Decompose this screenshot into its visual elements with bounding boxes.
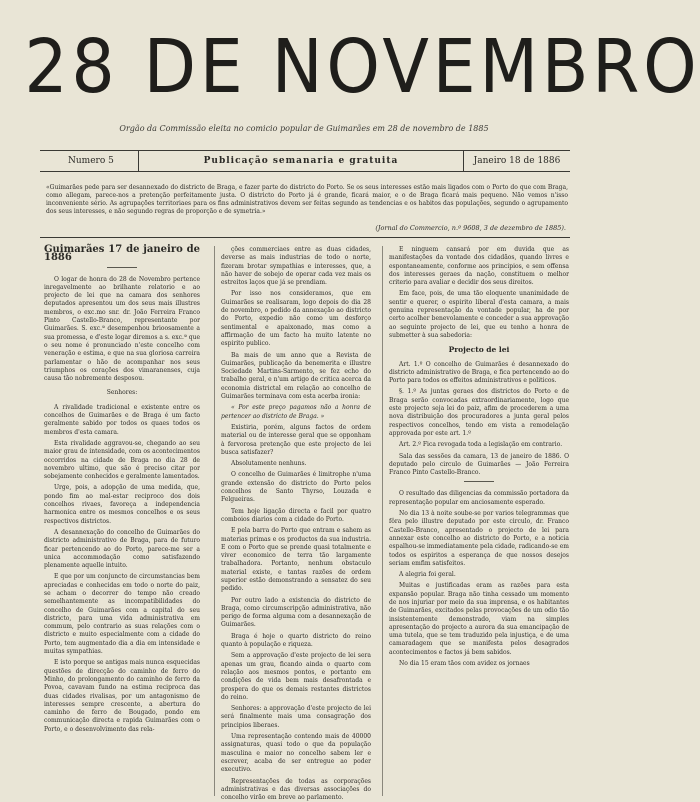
column-2 <box>214 246 371 802</box>
quoted-line: « Por este preço pagamos não a honra de pertencer ao districto de Braga. » <box>221 404 371 420</box>
info-bar <box>40 150 570 172</box>
paragraph: O concelho de Guimarães é limitrophe n'uma grande extensão do districto do Porto pelos concelhos de Santo Thyrso, Louzada e Felgueiras. <box>221 471 371 504</box>
paragraph: Esta rivalidade aggravou-se, chegando ao seu maior grau de intensidade, com os acontecimentos occorridos na cidade de Braga no dia 28 de novembro ultimo, que são é preciso citar por sobejamente conhecidos e geralmente lamentados. <box>44 439 200 481</box>
paragraph: No dia 13 à noite soube-se por varios telegrammas que fôra pelo illustre deputado por este circulo, dr. Franco Castello-Branco, apresentado o projecto de lei para annexar este concelho ao districto do Porto, e a noticia espalhou-se immediatamente pela cidade, radicando-se em todos os espiritos a esperança de que nossos desejos seriam emfim satisfeitos. <box>389 510 569 567</box>
paragraph: Representações de todas as corporações administrativas e das diversas associações do concelho virão em breve ao parlamento. <box>221 777 371 802</box>
paragraph: E pela barra do Porto que entram e sahem as materias primas e os productos da sua industria. E com o Porto que se prende quasi totalmente e viver economico de terra tão largamente trabalhadora. Portanto, nenhum obstaculo material existe, e tantas razões de ordem superior estão demonstrando a sensatez do seu pedido. <box>221 527 371 593</box>
paragraph: Tem hoje ligação directa e facil por quatro comboios diarios com a cidade do Porto. <box>221 507 371 523</box>
paragraph: Por isso nos consideramos, que em Guimarães se realisaram, logo depois do dia 28 de novembro, o pedido da annexação ao districto do Porto, expedio não como um desforço sentimental e apaixonado, mas como a affirmação de um facto ha muito latente no espirito publico. <box>221 290 371 348</box>
paragraph: Existiria, porém, alguns factos de ordem material ou de interesse geral que se opponham à fervorosa pretenção que este projecto de lei busca satisfazer? <box>221 423 371 456</box>
paragraph: A rivalidade tradicional e existente entre os concelhos de Guimarães e de Braga é um facto geralmente sabido por todos os quaes todos os membros d'esta camara. <box>44 403 200 436</box>
paragraph: Senhores: a approvação d'este projecto de lei será finalmente mais uma consagração dos principios liberaes. <box>221 705 371 729</box>
article-headline <box>44 246 200 263</box>
divider <box>464 481 494 482</box>
paragraph: O logar de honra do 28 de Novembro pertence inregavelmente ao brilhante relatorio e ao projecto de lei que na camara dos senhores deputados apresentou um dos seus mais illustres membros, o exc.mo snr. dr. João Ferreira Franco Pinto Castello-Branco, representante por Guimarães. S. exc.ª desempenhou brioosamente a sua promessa, e d'este logar diremos a s. exc.ª que o seu nome é pronunciado n'este concelho com veneração e estima, e que na sua gloriosa carreira parlamentar o hão de acompanhar nos seus triumphos os corações dos vimaranenses, cuja causa tão nobremente desposou. <box>44 275 200 383</box>
paragraph: No dia 15 eram tãos com avidez os jornaes <box>399 660 530 668</box>
paragraph: E que por um conjuncto de circumstancias bem apreciadas e conhecidas em todo o norte do paiz, se acham o decorrer do tempo não creado semelhantemente as incompatibilidades do concelho de Guimarães com a capital do seu districto, para uma vida administrativa em commum, pelo contrario as suas relações com o districto e muito especialmente com a cidade do Porto, tem augmentado dia a dia em intensidade e muitas sympathias. <box>44 573 200 656</box>
subtitle: Orgão da Commissão eleita no comicio popular de Guimarães em 28 de novembro de 1885 <box>119 124 489 133</box>
column-3 <box>382 246 569 796</box>
paragraph: A desannexação do concelho de Guimarães do districto administrativo de Braga, para de futuro ficar pertencendo ao do Porto, parece-me ser a unica accommodação como satisfazendo plenamente aquelle intuito. <box>44 528 200 570</box>
issue-number: Numero 5 <box>40 151 139 171</box>
paragraph: E isto porque se antigas mais nunca esquecidas questões de direcção do caminho de ferro do Minho, do prolongamento do caminho de ferro da Povoa, cavavam fundo na estima reciproca das duas cidades rivalisas, por um antagonismo de interesses sempre crescente, a abertura do caminho de ferro de Bougado, pondo em communicação directa e rapida Guimarães com o Porto, e o desenvolvimento das rela- <box>44 659 200 733</box>
section-heading: Projecto de lei <box>448 345 510 355</box>
paragraph: Uma representação contendo mais de 40000 assignaturas, quasi todo o que da população masculina e maior no concelho sabem ler e escrever, acaba de ser entregue ao poder executivo. <box>221 733 371 774</box>
divider <box>107 267 137 268</box>
paragraph: Sem a approvação d'este projecto de lei sera apenas um grau, ficando ainda o quarto com relação aos mesmos pontos, e portanto em condições de vida bem mais desafrontada e prospera do que os demais restantes districtos do reino. <box>221 652 371 701</box>
paragraph: Art. 1.º O concelho de Guimarães é desannexado do districto administrativo de Braga, e fica pertencendo ao do Porto para todos os effeitos administrativos e politicos. <box>389 360 569 385</box>
paragraph: O resultado das diligencias da commissão portadora da representação popular em anciosamente esperado. <box>389 490 569 506</box>
headline-date: 17 de janeiro de 1886 <box>44 244 200 264</box>
paragraph: Por outro lado a existencia do districto de Braga, como circumscripção administrativa, não perigo de forma alguma com a desannexação de Guimarães. <box>221 596 371 629</box>
paragraph: Art. 2.º Fica revogada toda a legislação em contrario. <box>399 441 563 449</box>
paragraph: ções commerciaes entre as duas cidades, deverse as mais industrias de todo o norte, fizeram brotar sympathias e interesses, que, a não haver de sobejo de operar cada vez mais os estreitos laços que já se prendiam. <box>221 246 371 287</box>
salutation: Senhores: <box>106 389 138 397</box>
epigraph-quote: «Guimarães pede para ser desannexado do districto de Braga, e fazer parte do districto do Porto. Se os seus interesses estão mais ligados com o Porto do que com Braga, como allegam, parece-nos a pretenção perfeitamente justa. O districto do Porto já é grande, ficará maior, e o de Braga ficará mais pequeno. Não vemos n'isso inconveniente sério. As agrupações territoriaes para os fins administrativos devem ser feitas segundo as tendencias e os habitos das populações, segundo o agrupamento dos seus interesses, e não segundo regras de proporção e de symetria.» <box>46 184 568 215</box>
divider <box>40 237 570 238</box>
paragraph: §. 1.º As juntas geraes dos districtos do Porto e de Braga serão convocadas extraordinariamente, logo que este projecto seja lei do paiz, afim de procederem a uma nova distribuição dos procuradores a junta geral pelos respectivos concelhos, tendo em vista a remodelação approvada por este art. 1.º <box>389 388 569 437</box>
paragraph: Sala das sessões da camara, 13 de janeiro de 1886. O deputado pelo circulo de Guimarães — João Ferreira Franco Pinto Castello-Branco. <box>389 452 569 477</box>
paragraph: Ba mais de um anno que a Revista de Guimarães, publicação da benemerita e illustre Sociedade Martins-Sarmento, se fez echo do trabalho geral, e n'um artigo de critica acerca da economia districtal em relação ao concelho de Guimarães terminava com esta acerba ironia: <box>221 351 371 401</box>
paragraph: Urge, pois, a adopção de uma medida, que, pondo fim ao mal-estar reciproco dos dois concelhos rivaes, favoreça a independencia harmonica entre os mesmos concelhos e os seus respectivos districtos. <box>44 484 200 525</box>
paragraph: Muitas e justificadas eram as razões para esta expansão popular. Braga não tinha cessado um momento de nos injuriar por meio da sua imprensa, e os habitantes de Guimarães, excitados pelas provocações de um odio tão insistentemente demonstrado, viam na simples apresentação do projecto a aurora da sua emancipação de uma tutela, que se tem traduzido pela injustiça, e de uma camaradagem que se manifesta pelos desagrados acontecimentos e factos já bem sabidos. <box>389 582 569 656</box>
headline-place: Guimarães <box>44 244 105 255</box>
masthead-title: 28 DE NOVEMBRO <box>24 24 700 110</box>
issue-date: Janeiro 18 de 1886 <box>463 151 570 171</box>
column-1 <box>44 246 200 796</box>
publication-type: Publicação semanaria e gratuita <box>203 156 399 166</box>
paragraph: Braga é hoje o quarto districto do reino quanto à população e riqueza. <box>221 632 371 649</box>
paragraph: Em face, pois, de uma tão eloquente unanimidade de sentir e querer, o espirito liberal d'esta camara, a mais genuina representação da vontade popular, ha de por certo acolher benevolamente e conceder a sua approvação ao seguinte projecto de lei, que eu tenho a honra de submetter à sua sabedoria: <box>389 290 569 339</box>
paragraph: A alegria foi geral. <box>399 571 456 579</box>
paragraph: E ninguem cansará por em duvida que as manifestações da vontade dos cidadãos, quando livres e espontaneamente, conforme aos principios, e sem offensa dos interesses geraes da nação, constituem o melhor criterio para avaliar e decidir dos seus direitos. <box>389 246 569 287</box>
epigraph-source: (Jornal do Commercio, n.º 9608, 3 de dezembro de 1885). <box>375 224 566 232</box>
paragraph: Absolutamente nenhuns. <box>231 460 307 468</box>
